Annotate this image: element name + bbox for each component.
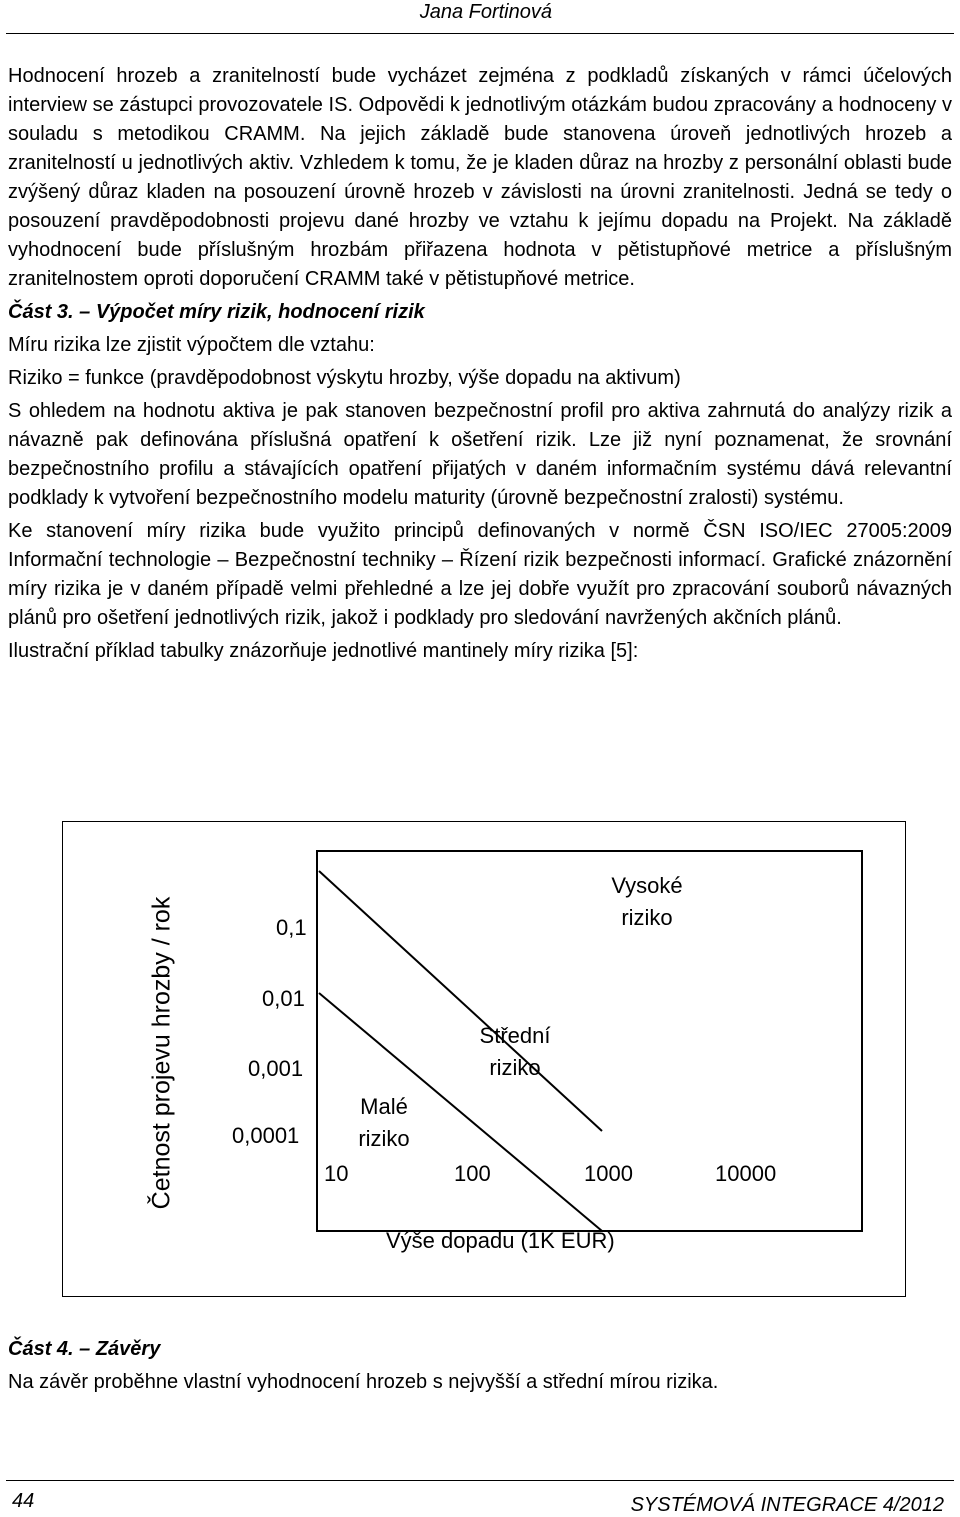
header-divider xyxy=(6,33,954,34)
x-tick-label: 100 xyxy=(454,1161,491,1186)
region-label-medium xyxy=(450,1020,580,1084)
y-tick-label: 0,01 xyxy=(262,986,305,1011)
region-medium-line2: riziko xyxy=(489,1055,541,1080)
paragraph-conclusion: Na závěr proběhne vlastní vyhodnocení hrozeb s nejvyšší a střední mírou rizika. xyxy=(8,1371,719,1393)
header-author: Jana Fortinová xyxy=(419,1,552,23)
region-low-line1: Malé xyxy=(360,1094,408,1119)
x-tick-label: 10 xyxy=(324,1161,349,1186)
paragraph-formula: Riziko = funkce (pravděpodobnost výskytu hrozby, výše dopadu na aktivum) xyxy=(8,367,681,389)
x-axis-label: Výše dopadu (1K EUR) xyxy=(386,1228,615,1253)
section-4-heading: Část 4. – Závěry xyxy=(8,1338,161,1360)
x-tick-label: 1000 xyxy=(584,1161,633,1186)
paragraph-standard: Ke stanovení míry rizika bude využito principů definovaných v normě ČSN ISO/IEC 27005:2009 Informační technologie – Bezpečnostní techniky – Řízení rizik bezpečnosti informací. Grafické znázornění míry rizika je v daném případě velmi přehledné a lze jej dobře využít pro zpracování souborů návazných plánů pro ošetření jednotlivých rizik, jakož i podklady pro sledování navržených akčních plánů. xyxy=(8,520,952,629)
y-tick-label: 0,0001 xyxy=(232,1123,300,1148)
section-3-heading: Část 3. – Výpočet míry rizik, hodnocení rizik xyxy=(8,301,425,323)
paragraph-formula-intro: Míru rizika lze zjistit výpočtem dle vztahu: xyxy=(8,334,375,356)
y-tick-label: 0,001 xyxy=(248,1056,304,1081)
region-medium-line1: Střední xyxy=(479,1023,551,1048)
region-label-low xyxy=(324,1091,444,1155)
region-high-line1: Vysoké xyxy=(611,873,683,898)
region-high-line2: riziko xyxy=(621,905,673,930)
footer-divider xyxy=(6,1480,954,1481)
article-body xyxy=(8,62,952,670)
paragraph-security-profile: S ohledem na hodnotu aktiva je pak stanoven bezpečnostní profil pro aktiva zahrnutá do analýzy rizik a návazně pak definována příslušná opatření k ošetření rizik. Lze již nyní poznamenat, že srovnání bezpečnostního profilu a stávajících opatření přijatých v daném informačním systému dává relevantní podklady k vytvoření bezpečnostního modelu maturity (úrovně bezpečnostní zralosti) systému. xyxy=(8,400,952,509)
paragraph-assessment: Hodnocení hrozeb a zranitelností bude vycházet zejména z podkladů získaných v rámci účelových interview se zástupci provozovatele IS. Odpovědi k jednotlivým otázkám budou zpracovány a hodnoceny v souladu s metodikou CRAMM. Na jejich základě bude stanovena úroveň jednotlivých hrozeb a zranitelností u jednotlivých aktiv. Vzhledem k tomu, že je kladen důraz na hrozby z personální oblasti bude zvýšený důraz kladen na posouzení úrovně hrozeb v závislosti na úrovni zranitelnosti. Jedná se tedy o posouzení pravděpodobnosti projevu dané hrozby ve vztahu k jejímu dopadu na Projekt. Na základě vyhodnocení bude příslušným hrozbám přiřazena hodnota v pětistupňové metrice a příslušným zranitelnostem oproti doporučení CRAMM také v pětistupňové metrice. xyxy=(8,65,952,290)
x-tick-label: 10000 xyxy=(715,1161,777,1186)
section-4 xyxy=(8,1333,952,1397)
paragraph-illustration: Ilustrační příklad tabulky znázorňuje jednotlivé mantinely míry rizika [5]: xyxy=(8,640,639,662)
region-low-line2: riziko xyxy=(358,1126,410,1151)
region-label-high xyxy=(582,870,712,934)
risk-matrix-figure xyxy=(62,821,906,1297)
y-tick-label: 0,1 xyxy=(276,915,307,940)
page-number: 44 xyxy=(12,1490,35,1512)
journal-name: SYSTÉMOVÁ INTEGRACE 4/2012 xyxy=(630,1494,944,1516)
y-axis-label: Četnost projevu hrozby / rok xyxy=(147,896,176,1210)
